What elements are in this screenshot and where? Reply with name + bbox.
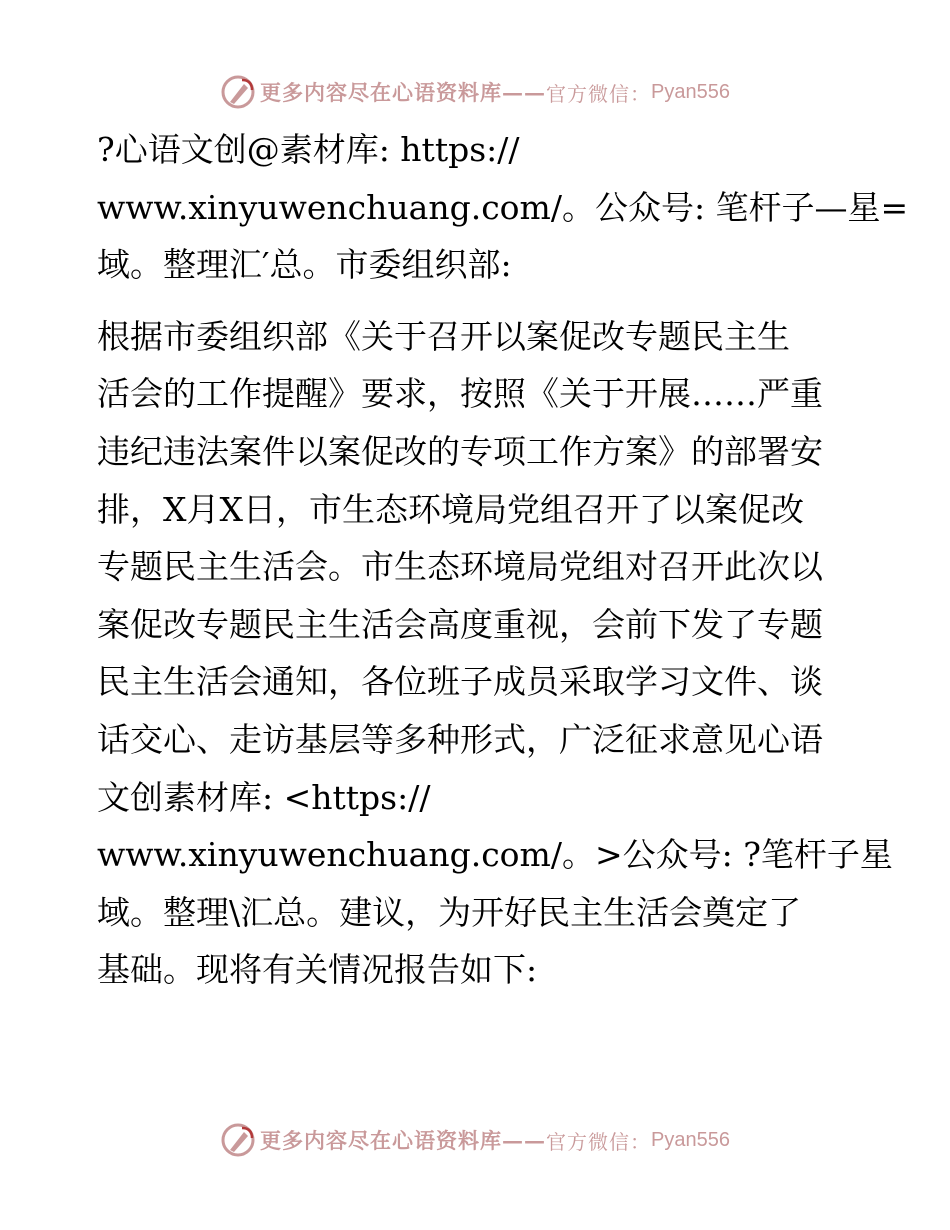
paragraph-main	[97, 308, 893, 999]
footer-wechat-label: 官方微信：	[546, 1129, 652, 1154]
text-line: 案促改专题民主生活会高度重视，会前下发了专题	[97, 604, 823, 644]
text-line: 域。整理汇′总。市委组织部:	[97, 245, 512, 285]
text-line: 排，X月X日，市生态环境局党组召开了以案促改	[97, 489, 804, 529]
header-dash: ——	[502, 79, 547, 105]
footer-watermark	[0, 1118, 950, 1162]
text-line: 民主生活会通知，各位班子成员采取学习文件、谈	[97, 662, 823, 702]
footer-wechat-id: Pyan556	[651, 1128, 730, 1151]
pen-logo-icon	[220, 1122, 256, 1158]
text-line: 文创素材库: <https://	[97, 777, 431, 817]
text-line: 活会的工作提醒》要求，按照《关于开展……严重	[97, 374, 823, 414]
text-line: www.xinyuwenchuang.com/。公众号: 笔杆子—星=	[97, 187, 909, 227]
header-wechat-label: 官方微信：	[546, 81, 652, 106]
header-wechat-id: Pyan556	[651, 80, 730, 103]
text-line: 违纪违法案件以案促改的专项工作方案》的部署安	[97, 431, 823, 471]
header-watermark	[0, 70, 950, 114]
document-body	[97, 121, 909, 999]
text-line: www.xinyuwenchuang.com/。>公众号: ?笔杆子星	[97, 835, 893, 875]
footer-dash: ——	[502, 1127, 547, 1153]
header-slogan: 更多内容尽在心语资料库	[260, 80, 503, 105]
text-line: 根据市委组织部《关于召开以案促改专题民主生	[97, 316, 790, 356]
text-line: 基础。现将有关情况报告如下:	[97, 950, 538, 990]
text-line: ?心语文创@素材库: https://	[97, 130, 520, 169]
text-line: 专题民主生活会。市生态环境局党组对召开此次以	[97, 547, 823, 587]
paragraph-source-note	[97, 121, 909, 294]
text-line: 话交心、走访基层等多种形式，广泛征求意见心语	[97, 719, 823, 759]
text-line: 域。整理\汇总。建议，为开好民主生活会奠定了	[97, 892, 802, 932]
footer-slogan: 更多内容尽在心语资料库	[260, 1128, 503, 1153]
pen-logo-icon	[220, 74, 256, 110]
